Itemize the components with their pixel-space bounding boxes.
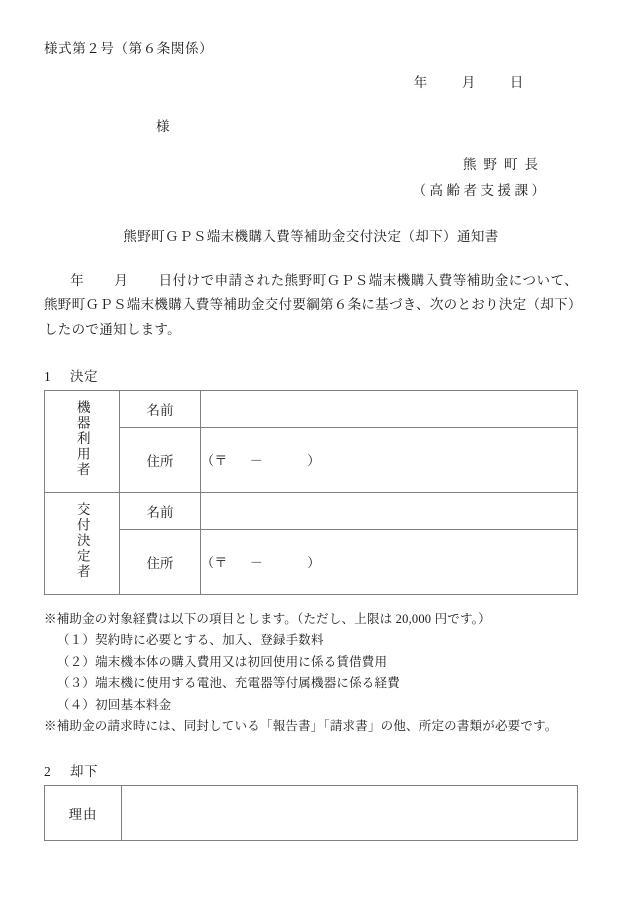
table-row	[45, 785, 578, 840]
postal-dash: －	[249, 555, 264, 571]
table-row	[45, 529, 578, 594]
field-grant-person-name[interactable]	[201, 492, 578, 529]
section-2-number: 2	[44, 763, 52, 779]
group-label-text: 交付決定者	[74, 502, 90, 580]
form-number: 様式第２号（第６条関係）	[44, 41, 214, 56]
body-line-3: したので通知します。	[44, 322, 181, 338]
section-2-heading	[44, 760, 578, 780]
date-year-label: 年	[413, 74, 428, 90]
postal-suffix: ）	[307, 453, 321, 469]
row-label-reason: 理由	[45, 785, 122, 840]
body-month-label: 月	[114, 272, 129, 288]
postal-code-marker	[201, 555, 321, 570]
row-label-address: 住所	[120, 529, 201, 594]
row-label-name: 名前	[120, 390, 201, 427]
field-equipment-user-name[interactable]	[201, 390, 578, 427]
sender-department: （高齢者支援課）	[412, 182, 549, 198]
note-intro: ※補助金の対象経費は以下の項目とします。（ただし、上限は 20,000 円です。）	[44, 611, 491, 626]
section-1-label: 決定	[70, 368, 98, 384]
note-item-1: （１）契約時に必要とする、加入、登録手数料	[57, 633, 324, 648]
field-equipment-user-address[interactable]	[201, 427, 578, 492]
rejection-table	[44, 785, 578, 841]
note-item-3: （３）端末機に使用する電池、充電器等付属機器に係る経費	[57, 676, 400, 691]
postal-prefix: （〒	[201, 453, 228, 469]
section-2-label: 却下	[70, 763, 98, 779]
postal-prefix: （〒	[201, 555, 228, 571]
field-rejection-reason[interactable]	[122, 785, 578, 840]
group-label-text: 機器利用者	[74, 400, 90, 478]
notes-block	[44, 609, 578, 738]
body-paragraph	[44, 269, 582, 343]
postal-suffix: ）	[307, 555, 321, 571]
postal-dash: －	[249, 453, 264, 469]
section-1-heading	[44, 365, 578, 385]
postal-code-marker	[201, 453, 321, 468]
group-label-grant-decision-person	[45, 492, 120, 594]
body-year-label: 年	[70, 272, 85, 288]
field-grant-person-address[interactable]	[201, 529, 578, 594]
note-footer: ※補助金の請求時には、同封している「報告書」「請求書」の他、所定の書類が必要です。	[44, 719, 558, 734]
date-line	[44, 71, 578, 91]
document-title: 熊野町ＧＰＳ端末機購入費等補助金交付決定（却下）通知書	[123, 228, 499, 244]
row-label-name: 名前	[120, 492, 201, 529]
section-1-number: 1	[44, 368, 52, 384]
note-item-4: （４）初回基本料金	[57, 697, 172, 712]
table-row	[45, 390, 578, 427]
decision-table	[44, 390, 578, 595]
sender-block	[44, 153, 578, 199]
group-label-equipment-user	[45, 390, 120, 492]
body-line-2: 熊野町ＧＰＳ端末機購入費等補助金交付要綱第６条に基づき、次のとおり決定（却下）	[44, 297, 582, 313]
table-row	[45, 492, 578, 529]
sender-name: 熊野町長	[463, 156, 545, 172]
addressee-honorific: 様	[156, 118, 171, 134]
table-row	[45, 427, 578, 492]
row-label-address: 住所	[120, 427, 201, 492]
note-item-2: （２）端末機本体の購入費用又は初回使用に係る賃借費用	[57, 654, 388, 669]
body-line-1: 日付けで申請された熊野町ＧＰＳ端末機購入費等補助金について、	[158, 272, 578, 288]
date-month-label: 月	[461, 74, 476, 90]
document-sheet	[44, 0, 582, 841]
date-day-label: 日	[509, 74, 524, 90]
